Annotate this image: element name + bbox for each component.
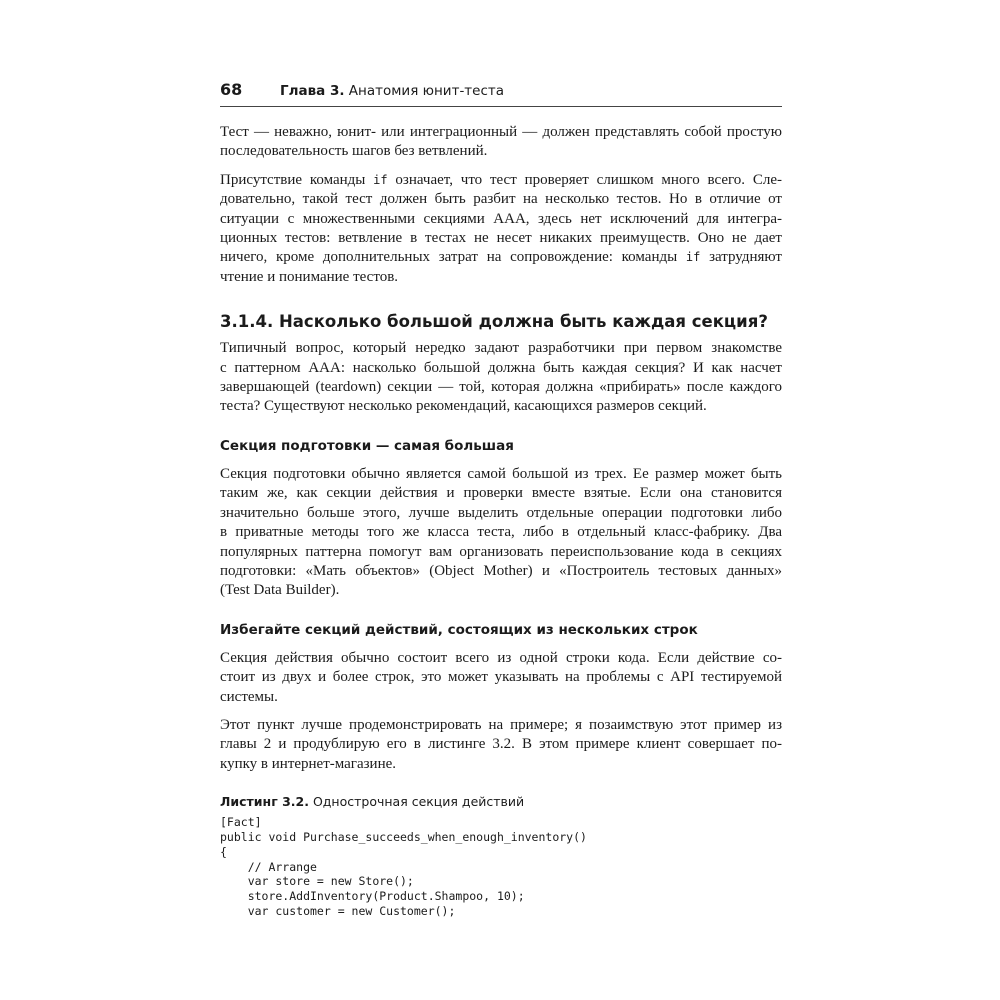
paragraph-6: [220, 716, 782, 774]
text-line: Этот пункт лучше продемонстрировать на примере; я позаимствую этот пример из: [220, 716, 782, 733]
text-line: Тест — неважно, юнит- или интеграционный — должен представлять собой простую: [220, 124, 782, 140]
code-listing: [220, 815, 782, 919]
text-line: теста? Существуют несколько рекомендаций, касающихся размеров секций.: [220, 398, 707, 415]
text-line: последовательность шагов без ветвлений.: [220, 143, 488, 160]
text-line: стоит из двух и более строк, это может указывать на проблемы с API тестируемой: [220, 669, 782, 686]
code-line: // Arrange: [220, 859, 317, 874]
paragraph-4: [220, 465, 782, 601]
code-line: var customer = new Customer();: [220, 903, 456, 918]
paragraph-3: [220, 339, 782, 417]
chapter-title: Анатомия юнит-теста: [348, 83, 505, 99]
text-line: Секция подготовки обычно является самой большой из трех. Ее размер может быть: [220, 465, 782, 482]
text-line: значительно больше этого, лучше выделить отдельные операции подготовки либо: [220, 504, 782, 521]
code-line: public void Purchase_succeeds_when_enough_inventory(): [220, 829, 587, 844]
text-run: ничего, кроме дополнительных затрат на сопровождение: команды: [220, 249, 686, 266]
code-line: var store = new Store();: [220, 874, 414, 889]
text-run: затрудняют: [700, 249, 782, 266]
text-line: системы.: [220, 688, 278, 705]
text-run: означает, что тест проверяет слишком много всего. Сле-: [387, 171, 782, 188]
paragraph-5: [220, 649, 782, 707]
text-line: довательно, такой тест должен быть разбит на несколько тестов. Но в отличие от: [220, 191, 782, 208]
paragraph-2: [220, 171, 782, 287]
text-line: в приватные методы того же класса теста, либо в отдельный класс-фабрику. Два: [220, 524, 782, 541]
text-line: [220, 171, 782, 190]
text-line: ционных тестов: ветвление в тестах не несет никаких преимуществ. Оно не дает: [220, 230, 782, 247]
section-title: 3.1.4. Насколько большой должна быть каждая секция?: [220, 312, 768, 332]
text-line: (Test Data Builder).: [220, 582, 340, 599]
text-line: подготовки: «Мать объектов» (Object Mother) и «Построитель тестовых данных»: [220, 562, 782, 579]
code-line: {: [220, 844, 227, 859]
chapter-heading: [280, 83, 504, 99]
text-line: главы 2 и продублирую его в листинге 3.2. В этом примере клиент совершает по-: [220, 736, 782, 753]
text-line: таким же, как секции действия и проверки вместе взятые. Если она становится: [220, 485, 782, 502]
code-line: store.AddInventory(Product.Shampoo, 10);: [220, 889, 525, 904]
text-line: завершающей (teardown) секции — той, которая должна «прибирать» после каждого: [220, 379, 782, 396]
paragraph-1: [220, 123, 782, 162]
text-line: ситуации с множественными секциями AAA, здесь нет исключений для интегра-: [220, 210, 782, 227]
page-number: 68: [220, 80, 243, 99]
code-line: [Fact]: [220, 815, 262, 830]
subsection-title-arrange: Секция подготовки — самая большая: [220, 437, 514, 454]
running-header: [220, 80, 782, 107]
text-line: [220, 248, 782, 267]
text-line: популярных паттерна помогут вам организовать переиспользование кода в секциях: [220, 543, 782, 560]
listing-caption: [220, 794, 782, 809]
text-line: Типичный вопрос, который нередко задают разработчики при первом знакомстве: [220, 340, 782, 357]
listing-label: Листинг 3.2.: [220, 794, 309, 810]
inline-code: if: [685, 250, 701, 265]
inline-code: if: [373, 172, 388, 187]
subsection-title-act: Избегайте секций действий, состоящих из нескольких строк: [220, 621, 698, 638]
text-line: с паттерном AAA: насколько большой должна быть каждая секция? И как насчет: [220, 359, 782, 376]
chapter-label: Глава 3.: [280, 83, 345, 99]
text-line: чтение и понимание тестов.: [220, 268, 399, 285]
listing-title: Однострочная секция действий: [308, 794, 525, 810]
book-page: [220, 80, 782, 919]
text-line: купку в интернет-магазине.: [220, 755, 397, 772]
text-run: Присутствие команды: [220, 171, 374, 188]
text-line: Секция действия обычно состоит всего из одной строки кода. Если действие со-: [220, 649, 782, 666]
